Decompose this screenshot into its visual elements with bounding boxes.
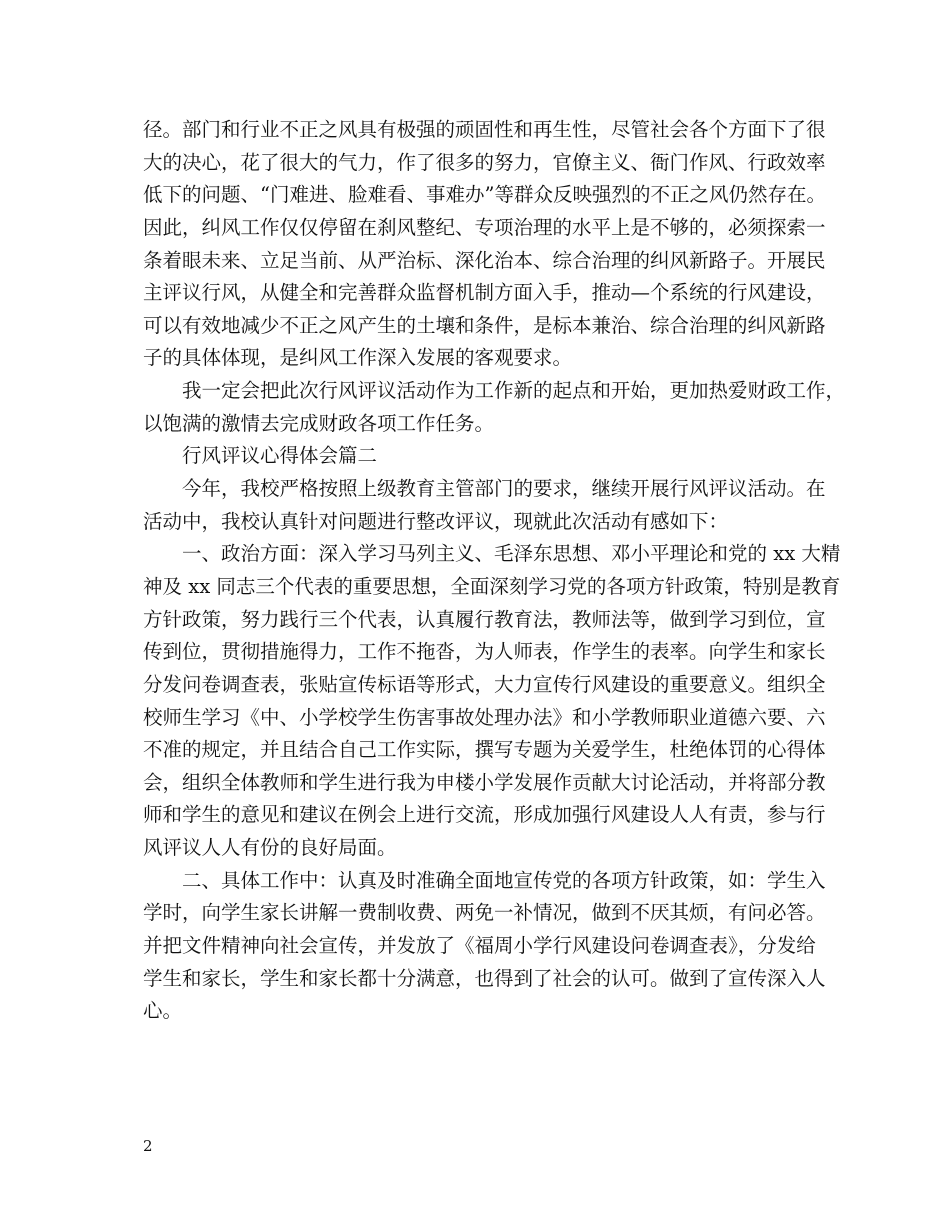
text-line: 会，组织全体教师和学生进行我为申楼小学发展作贡献大讨论活动，并将部分教 [143,770,826,794]
text-line: 分发问卷调查表，张贴宣传标语等形式，大力宣传行风建设的重要意义。组织全 [143,672,826,696]
text-line: 二、具体工作中：认真及时准确全面地宣传党的各项方针政策，如：学生入 [182,868,826,892]
text-line: 子的具体体现，是纠风工作深入发展的客观要求。 [143,346,573,370]
text-line: 活动中，我校认真针对问题进行整改评议，现就此次活动有感如下： [143,509,729,533]
text-line: 不准的规定，并且结合自己工作实际，撰写专题为关爱学生，杜绝体罚的心得体 [143,738,826,762]
text-line: 学时，向学生家长讲解一费制收费、两免一补情况，做到不厌其烦，有问必答。 [143,901,826,925]
text-line: 师和学生的意见和建议在例会上进行交流，形成加强行风建设人人有责，参与行 [143,803,826,827]
text-line: 一、政治方面：深入学习马列主义、毛泽东思想、邓小平理论和党的 xx 大精 [182,542,841,566]
text-line: 径。部门和行业不正之风具有极强的顽固性和再生性，尽管社会各个方面下了很 [143,118,826,141]
text-line: 主评议行风，从健全和完善群众监督机制方面入手，推动—个系统的行风建设， [143,281,826,305]
text-line: 因此，纠风工作仅仅停留在刹风整纪、专项治理的水平上是不够的，必须探索一 [143,215,826,239]
text-line: 条着眼未来、立足当前、从严治标、深化治本、综合治理的纠风新路子。开展民 [143,248,826,272]
text-line: 心。 [143,999,183,1023]
section-heading: 行风评议心得体会篇二 [182,444,378,468]
text-line: 我一定会把此次行风评议活动作为工作新的起点和开始，更加热爱财政工作， [182,379,846,403]
text-line: 并把文件精神向社会宣传，并发放了《福周小学行风建设问卷调查表》，分发给 [143,934,816,958]
page-number: 2 [143,1137,153,1155]
body-text [143,114,846,1028]
text-line: 可以有效地减少不正之风产生的土壤和条件，是标本兼治、综合治理的纠风新路 [143,313,826,337]
text-line: 大的决心，花了很大的气力，作了很多的努力，官僚主义、衙门作风、行政效率 [143,150,826,174]
text-line: 风评议人人有份的良好局面。 [143,836,397,860]
text-line: 学生和家长，学生和家长都十分满意，也得到了社会的认可。做到了宣传深入人 [143,966,826,990]
text-line: 低下的问题、“门难进、脸难看、事难办”等群众反映强烈的不正之风仍然存在。 [143,183,826,207]
text-line: 传到位，贯彻措施得力，工作不拖沓，为人师表，作学生的表率。向学生和家长 [143,640,826,664]
text-line: 校师生学习《中、小学校学生伤害事故处理办法》和小学教师职业道德六要、六 [143,705,826,729]
text-line: 以饱满的激情去完成财政各项工作任务。 [143,411,495,435]
text-line: 方针政策，努力践行三个代表，认真履行教育法，教师法等，做到学习到位，宣 [143,607,826,631]
text-line: 神及 xx 同志三个代表的重要思想，全面深刻学习党的各项方针政策，特别是教育 [143,574,841,598]
text-line: 今年，我校严格按照上级教育主管部门的要求，继续开展行风评议活动。在 [182,477,826,501]
